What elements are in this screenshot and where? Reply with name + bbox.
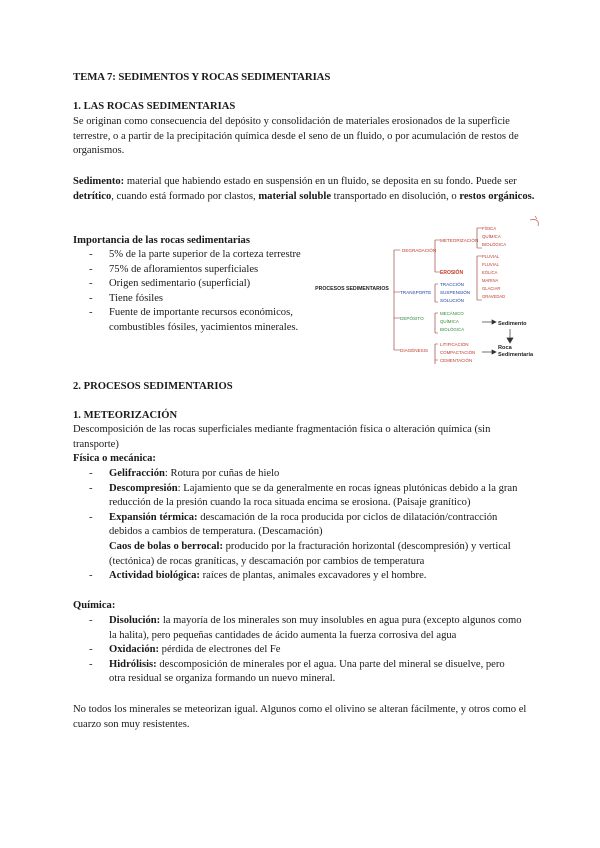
term-text: descamación de la roca producida por ciclos de dilatación/contracción debidos a cambios de temperatura. (Descamación) xyxy=(109,511,498,538)
fisica-list xyxy=(73,467,523,584)
list-item xyxy=(73,467,523,482)
diagram-depo-item: MECÁNICO xyxy=(440,311,464,316)
list-item xyxy=(73,614,523,643)
list-item: - 5% de la parte superior de la corteza terrestre xyxy=(73,248,323,263)
sedimento-text-3: transportado en disolución, o xyxy=(331,190,460,202)
term-text: : Lajamiento que se da generalmente en rocas ígneas plutónicas debido a la gran reducción de la presión cuando la roca situada encima se erosiona. (Paisaje granítico) xyxy=(109,482,518,509)
diagram-erosion-item: FLUVIAL xyxy=(482,262,499,267)
list-item xyxy=(73,643,523,658)
list-item xyxy=(73,658,523,687)
diagram-erosion-item: PLUVIAL xyxy=(482,254,500,259)
fisica-heading: Física o mecánica: xyxy=(73,453,156,464)
document-title: TEMA 7: SEDIMENTOS Y ROCAS SEDIMENTARIAS xyxy=(73,71,331,83)
diagram-degradacion: DEGRADACIÓN xyxy=(402,248,437,253)
diagram-deposito: DEPÓSITO xyxy=(400,316,424,321)
term-text: la mayoría de los minerales son muy insolubles en agua pura (excepto algunos como la halita), pero pequeñas cantidades de ácido aumenta la fuerza corrosiva del agua xyxy=(109,615,522,641)
diagram-transp-item: SUSPENSIÓN xyxy=(440,290,471,295)
restos-term: restos orgánicos. xyxy=(459,190,535,202)
section-2-heading: 2. PROCESOS SEDIMENTARIOS xyxy=(73,381,233,392)
diagram-root xyxy=(315,286,389,292)
quimica-heading: Química: xyxy=(73,600,116,611)
diagram-transp-item: SOLUCIÓN xyxy=(440,298,464,303)
diagram-meteo-item: FÍSICA xyxy=(482,226,497,231)
diagram-depo-item: BIOLÓGICA xyxy=(440,327,465,332)
diagram-diag-item: CEMENTACIÓN xyxy=(440,358,473,363)
detritico-term: detrítico xyxy=(73,190,112,202)
list-item xyxy=(73,511,523,540)
diagram-diagenesis: DIAGÉNESIS xyxy=(400,348,429,353)
sedimento-text-1: material que habiendo estado en suspensión en un fluido, se deposita en su fondo. Puede ser xyxy=(124,176,517,187)
term-text: : Rotura por cuñas de hielo xyxy=(164,468,280,479)
list-item xyxy=(73,569,523,584)
term-text: producido por la fracturación horizontal (descompresión) y vertical (tectónica) de rocas graníticas, y descamación por cambios de temperatura xyxy=(109,540,511,567)
sedimentary-processes-diagram xyxy=(315,212,552,364)
diagram-meteo-item: BIOLÓGICA xyxy=(482,242,507,247)
list-item: - 75% de afloramientos superficiales xyxy=(73,263,323,278)
meteorizacion-intro: Descomposición de las rocas superficiales mediante fragmentación física o alteración química (sin transporte) xyxy=(73,424,491,450)
term-label: Actividad biológica: xyxy=(109,570,200,582)
diagram-sedimento: Sedimento xyxy=(498,321,527,327)
diagram-roca-1: Roca xyxy=(498,345,512,351)
diagram-erosion-item: EÓLICA xyxy=(482,270,498,275)
diagram-diag-item: LITIFICACIÓN xyxy=(440,342,469,347)
diagram-erosion-item: GRAVEDAD xyxy=(482,294,506,299)
term-label: Expansión térmica: xyxy=(109,511,198,523)
diagram-erosion: EROSIÓN xyxy=(440,270,464,276)
importancia-heading: Importancia de las rocas sedimentarias xyxy=(73,235,250,246)
diagram-root-label: PROCESOS SEDIMENTARIOS xyxy=(315,286,389,292)
list-item: - Fuente de importante recursos económicos, combustibles fósiles, yacimientos minerales. xyxy=(73,306,323,335)
diagram-roca-2: Sedimentaria xyxy=(498,352,534,358)
sedimento-text-2: , cuando está formado por clastos, xyxy=(111,190,259,202)
term-label: Oxidación: xyxy=(109,644,160,656)
list-item xyxy=(73,482,523,511)
term-label: Gelifracción xyxy=(109,468,165,479)
diagram-depo-item: QUÍMICA xyxy=(440,319,459,324)
meteorizacion-heading: 1. METEORIZACIÓN xyxy=(73,410,178,421)
list-item: - Tiene fósiles xyxy=(73,292,323,307)
diagram-erosion-item: MARINA xyxy=(482,278,499,283)
list-item xyxy=(73,540,523,569)
diagram-transporte: TRANSPORTE xyxy=(400,290,432,295)
section-1-intro: Se originan como consecuencia del depósito y consolidación de materiales erosionados de la superficie terrestre, o a partir de la precipitación química desde el seno de un fluido, o por acumulación de restos de organismos. xyxy=(73,116,519,157)
diagram-transp-item: TRACCIÓN xyxy=(440,282,464,287)
quimica-list xyxy=(73,614,523,687)
term-label: Disolución: xyxy=(109,615,161,626)
diagram-meteo-item: QUÍMICA xyxy=(482,234,501,239)
final-paragraph: No todos los minerales se meteorizan igual. Algunos como el olivino se alteran fácilmente, y otros como el cuarzo son muy resistentes. xyxy=(73,704,527,730)
list-item: - Origen sedimentario (superficial) xyxy=(73,277,323,292)
diagram-meteorizacion: METEORIZACIÓN xyxy=(440,238,479,243)
sedimento-label: Sedimento: xyxy=(73,176,125,187)
diagram-diag-item: COMPACTACIÓN xyxy=(440,350,476,355)
diagram-erosion-item: GLACIAR xyxy=(482,286,501,291)
term-label: Hidrólisis: xyxy=(109,658,157,670)
term-text: raíces de plantas, animales excavadores y el hombre. xyxy=(199,570,427,582)
term-label: Caos de bolas o berrocal: xyxy=(109,540,223,552)
sedimento-paragraph xyxy=(73,175,535,204)
importancia-list xyxy=(73,248,323,336)
section-1-heading: 1. LAS ROCAS SEDIMENTARIAS xyxy=(73,101,236,112)
soluble-term: material soluble xyxy=(258,190,332,202)
term-text: descomposición de minerales por el agua. Una parte del mineral se disuelve, pero otra residual se organiza formando un nuevo mineral. xyxy=(109,658,505,685)
term-text: pérdida de electrones del Fe xyxy=(159,644,281,656)
term-label: Descompresión xyxy=(109,482,178,494)
